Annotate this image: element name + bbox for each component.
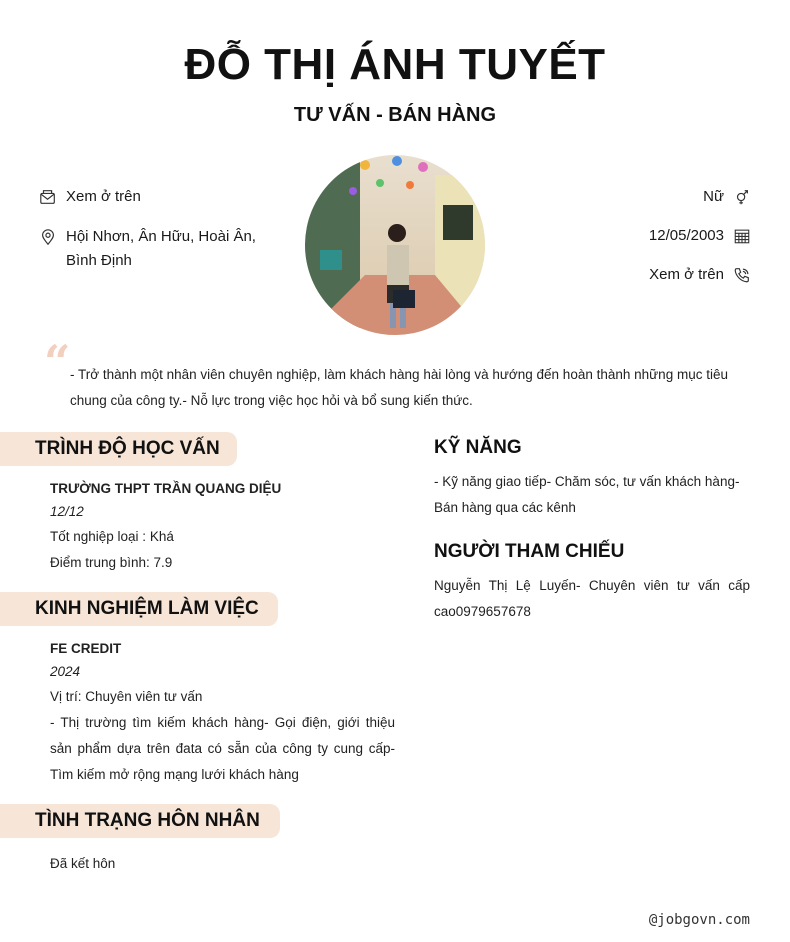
gender-icon	[732, 185, 752, 209]
section-experience: KINH NGHIỆM LÀM VIỆC	[0, 592, 278, 626]
phone-value: Xem ở trên	[649, 266, 724, 283]
address-value: Hội Nhơn, Ân Hữu, Hoài Ân, Bình Định	[66, 228, 256, 269]
phone-icon	[732, 263, 752, 287]
calendar-icon	[732, 224, 752, 248]
contact-left	[38, 185, 278, 289]
career-objective: - Trở thành một nhân viên chuyên nghiệp, làm khách hàng hài lòng và hướng đến hoàn thành những mục tiêu chung của công ty.- Nỗ lực trong việc học hỏi và bổ sung kiến thức.	[70, 367, 728, 408]
school-name: TRƯỜNG THPT TRẦN QUANG DIỆU	[50, 481, 282, 496]
candidate-name: ĐỖ THỊ ÁNH TUYẾT	[184, 40, 606, 89]
gender-value: Nữ	[703, 188, 724, 205]
section-marital-status: TÌNH TRẠNG HÔN NHÂN	[0, 804, 280, 838]
contact-address	[38, 225, 278, 273]
contact-right	[512, 185, 752, 302]
quote-icon: “	[44, 335, 71, 389]
contact-gender	[512, 185, 752, 209]
envelope-icon	[38, 185, 58, 209]
contact-phone	[512, 263, 752, 287]
section-education: TRÌNH ĐỘ HỌC VẤN	[0, 432, 237, 466]
skills-text: - Kỹ năng giao tiếp- Chăm sóc, tư vấn khách hàng- Bán hàng qua các kênh	[434, 474, 740, 515]
footer-watermark: @jobgovn.com	[648, 912, 750, 928]
location-pin-icon	[38, 225, 58, 249]
education-line: Điểm trung bình: 7.9	[50, 555, 173, 570]
experience-position: Vị trí: Chuyên viên tư vấn	[50, 689, 203, 704]
email-value: Xem ở trên	[66, 188, 141, 205]
experience-description: - Thị trường tìm kiếm khách hàng- Gọi điện, giới thiệu sản phẩm dựa trên đata có sẵn của công ty cung cấp- Tìm kiếm mở rộng mạng lưới khách hàng	[50, 715, 395, 782]
section-skills: KỸ NĂNG	[434, 437, 522, 458]
company-name: FE CREDIT	[50, 641, 122, 656]
experience-block	[50, 638, 395, 788]
birthdate-value: 12/05/2003	[648, 227, 724, 244]
contact-birthdate	[512, 224, 752, 248]
section-references: NGƯỜI THAM CHIẾU	[434, 541, 625, 562]
education-period: 12/12	[50, 504, 84, 519]
education-line: Tốt nghiệp loại : Khá	[50, 529, 174, 544]
experience-period: 2024	[50, 664, 81, 679]
contact-email	[38, 185, 278, 209]
marital-block	[50, 851, 395, 877]
education-block	[50, 478, 395, 576]
job-title: TƯ VẤN - BÁN HÀNG	[293, 104, 497, 126]
references-text: Nguyễn Thị Lệ Luyến- Chuyên viên tư vấn cấp cao0979657678	[434, 578, 750, 619]
marital-value: Đã kết hôn	[50, 856, 116, 871]
profile-photo	[305, 155, 485, 335]
